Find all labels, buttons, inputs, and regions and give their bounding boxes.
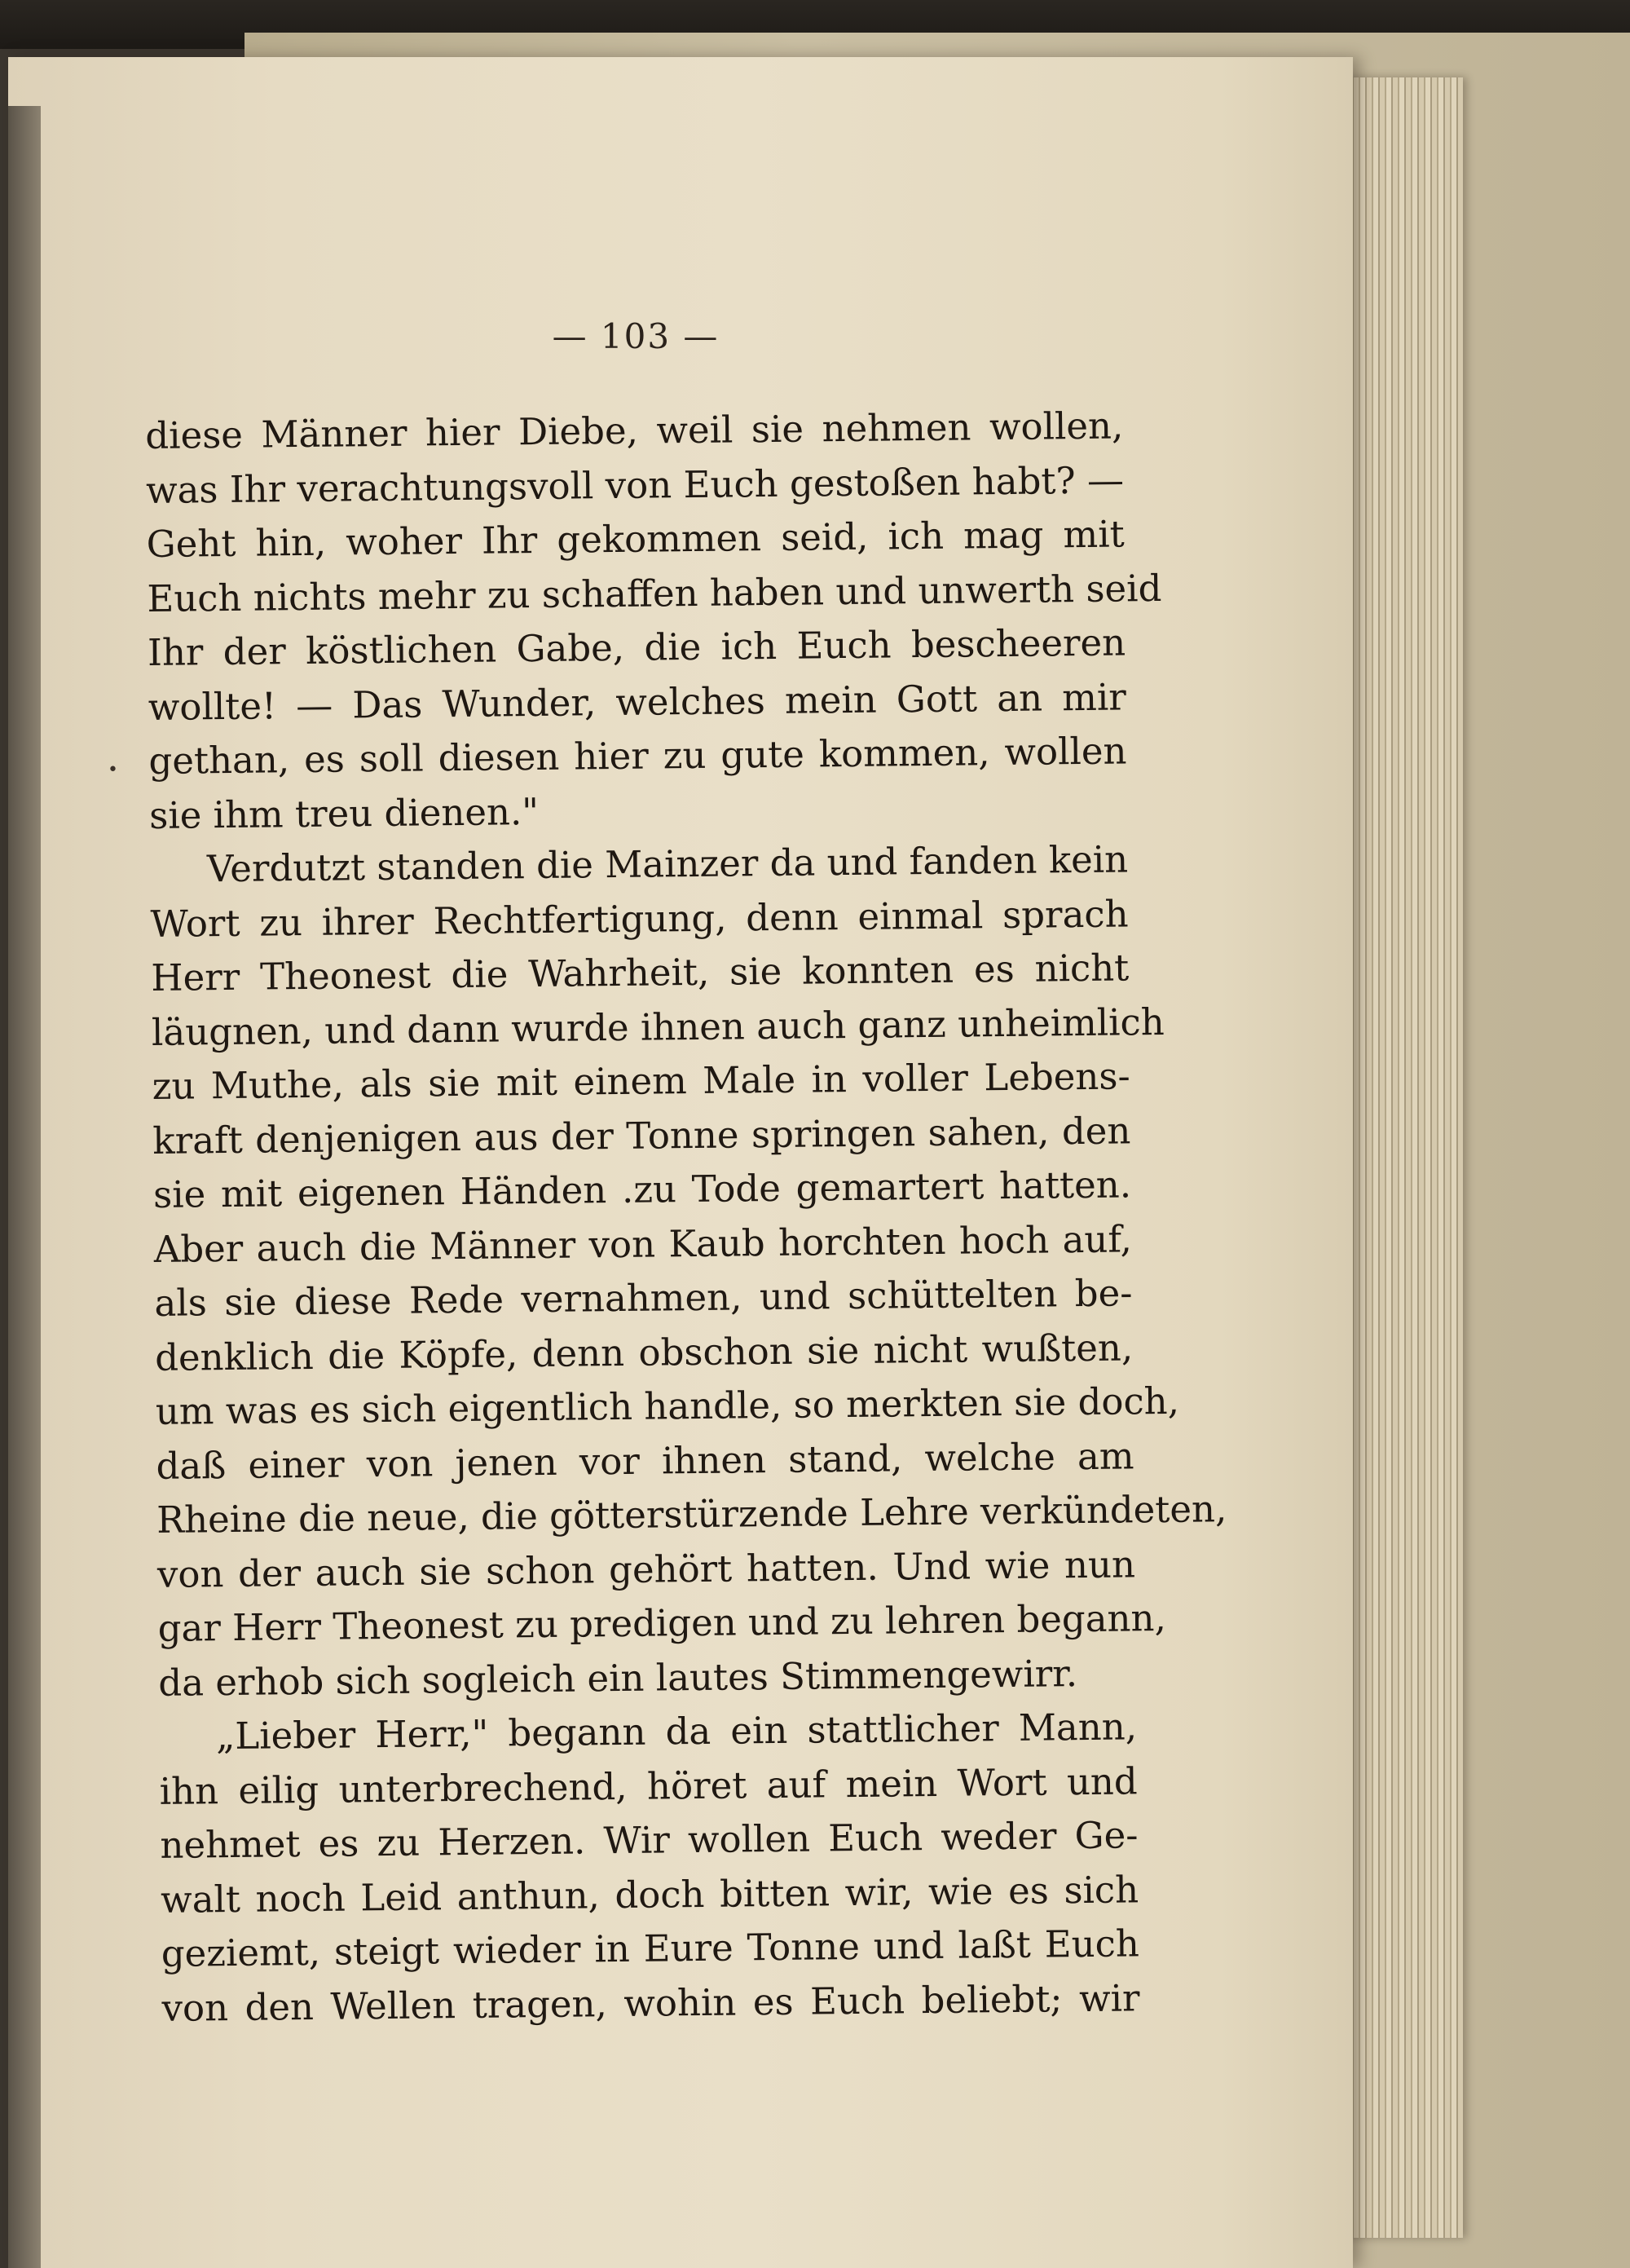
- text-line: sie mit eigenen Händen .zu Tode gemartert hatten.: [152, 1163, 1132, 1216]
- text-line: da erhob sich sogleich ein lautes Stimmengewirr.: [158, 1651, 1078, 1705]
- text-line: walt noch Leid anthun, doch bitten wir, wie es sich: [160, 1867, 1139, 1922]
- page-edges: [1341, 77, 1463, 2238]
- text-line: denklich die Köpfe, denn obschon sie nicht wußten,: [154, 1325, 1134, 1379]
- text-line: als sie diese Rede vernahmen, und schüttelten be-: [154, 1271, 1133, 1325]
- text-line: um was es sich eigentlich handle, so merkten sie doch,: [155, 1379, 1180, 1433]
- text-line: Wort zu ihrer Rechtfertigung, denn einmal sprach: [150, 891, 1129, 946]
- text-line: sie ihm treu dienen.": [148, 789, 540, 837]
- text-line: gar Herr Theonest zu predigen und zu lehren begann,: [157, 1595, 1167, 1650]
- book-page: [8, 57, 1353, 2268]
- text-line: wollte! — Das Wunder, welches mein Gott an mir: [148, 674, 1127, 729]
- text-line: läugnen, und dann wurde ihnen auch ganz unheimlich: [151, 999, 1165, 1054]
- text-line: kraft denjenigen aus der Tonne springen sahen, den: [152, 1108, 1131, 1163]
- text-line: Euch nichts mehr zu schaffen haben und unwerth seid: [147, 566, 1162, 620]
- text-line: von der auch sie schon gehört hatten. Und wie nun: [156, 1542, 1136, 1596]
- text-line: diese Männer hier Diebe, weil sie nehmen wollen,: [145, 404, 1124, 457]
- text-line: was Ihr verachtungsvoll von Euch gestoßen habt? —: [145, 457, 1125, 512]
- text-line: daß einer von jenen vor ihnen stand, welche am: [156, 1433, 1134, 1488]
- text-line: Geht hin, woher Ihr gekommen seid, ich mag mit: [146, 512, 1125, 566]
- body-text: [145, 399, 1227, 2035]
- text-line: Herr Theonest die Wahrheit, sie konnten es nicht: [151, 946, 1130, 999]
- text-line: geziemt, steigt wieder in Eure Tonne und laßt Euch: [161, 1922, 1140, 1975]
- text-line: „Lieber Herr," begann da ein stattlicher Mann,: [215, 1705, 1138, 1758]
- text-line: Ihr der köstlichen Gabe, die ich Euch bescheeren: [147, 620, 1126, 674]
- text-line: nehmet es zu Herzen. Wir wollen Euch weder Ge-: [160, 1813, 1139, 1867]
- text-line: gethan, es soll diesen hier zu gute kommen, wollen: [148, 729, 1127, 783]
- margin-mark: •: [108, 760, 118, 780]
- text-line: Rheine die neue, die götterstürzende Lehre verkündeten,: [156, 1487, 1227, 1542]
- text-line: ihn eilig unterbrechend, höret auf mein Wort und: [159, 1758, 1138, 1813]
- page-number: — 103 —: [552, 316, 720, 356]
- binding-shadow: [8, 106, 41, 2268]
- text-line: zu Muthe, als sie mit einem Male in voller Lebens-: [152, 1054, 1130, 1108]
- text-line: Verdutzt standen die Mainzer da und fanden kein: [206, 837, 1129, 891]
- text-line: von den Wellen tragen, wohin es Euch beliebt; wir: [161, 1975, 1140, 2030]
- text-line: Aber auch die Männer von Kaub horchten hoch auf,: [153, 1216, 1132, 1271]
